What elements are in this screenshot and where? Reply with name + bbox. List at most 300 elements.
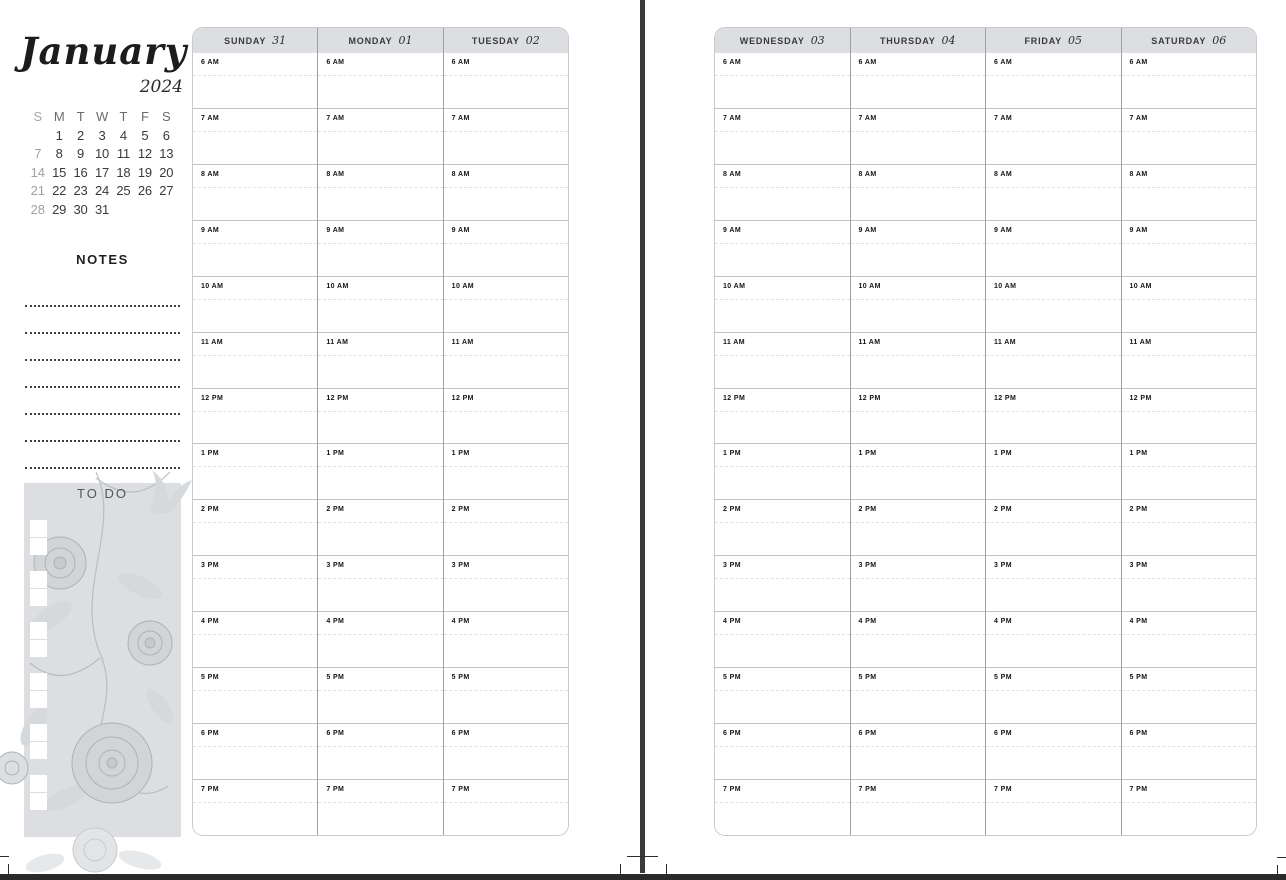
- day-name-label: TUESDAY: [471, 35, 520, 46]
- hour-cell-sunday-5-pm[interactable]: [193, 668, 317, 724]
- time-label: 1 PM: [201, 450, 219, 458]
- hour-cell-thursday-12-pm[interactable]: [851, 389, 986, 445]
- time-label: 6 AM: [1129, 59, 1148, 66]
- time-label: 2 PM: [723, 506, 741, 514]
- time-label: 6 PM: [326, 730, 345, 738]
- mini-cal-empty: [134, 202, 155, 221]
- time-label: 10 AM: [326, 282, 349, 290]
- crop-mark: [627, 856, 658, 857]
- mini-cal-date: 13: [159, 146, 174, 162]
- day-column-saturday: [1121, 28, 1257, 835]
- hour-cell-thursday-7-am[interactable]: [851, 109, 986, 165]
- time-label: 6 PM: [723, 730, 741, 738]
- time-label: 8 AM: [326, 170, 345, 178]
- hour-cell-wednesday-9-am[interactable]: [715, 221, 850, 277]
- mini-cal-weekday: M: [53, 109, 65, 124]
- hour-cell-tuesday-11-am[interactable]: [444, 333, 568, 389]
- day-header-thursday: [851, 28, 986, 53]
- hour-cell-sunday-12-pm[interactable]: [193, 389, 317, 445]
- page-bottom-edge: [0, 874, 1286, 880]
- time-label: 8 AM: [451, 170, 470, 178]
- mini-month-calendar: [27, 109, 177, 221]
- time-label: 5 PM: [201, 674, 219, 682]
- mini-cal-date: 24: [94, 183, 110, 199]
- time-label: 8 AM: [201, 170, 220, 178]
- time-label: 7 AM: [1129, 114, 1148, 122]
- hour-cell-sunday-7-pm[interactable]: [193, 780, 317, 835]
- hour-cell-sunday-9-am[interactable]: [193, 221, 317, 277]
- mini-cal-date: 17: [94, 164, 110, 180]
- time-label: 5 PM: [994, 674, 1012, 682]
- hour-cell-tuesday-7-pm[interactable]: [444, 780, 568, 835]
- hour-cell-tuesday-6-pm[interactable]: [444, 724, 568, 780]
- day-column-tuesday: [443, 28, 568, 835]
- time-label: 7 PM: [723, 785, 741, 793]
- time-label: 2 PM: [994, 506, 1012, 514]
- time-label: 7 PM: [326, 785, 345, 793]
- hour-cell-wednesday-12-pm[interactable]: [715, 389, 850, 445]
- hour-cell-wednesday-7-pm[interactable]: [715, 780, 850, 835]
- time-label: 11 AM: [723, 338, 745, 346]
- time-label: 1 PM: [326, 450, 345, 458]
- time-label: 10 AM: [1129, 282, 1152, 290]
- time-label: 8 AM: [858, 170, 877, 178]
- time-label: 5 PM: [723, 674, 741, 682]
- time-label: 1 PM: [451, 450, 470, 458]
- time-label: 9 AM: [858, 226, 877, 234]
- time-label: 1 PM: [723, 450, 741, 458]
- hour-cell-sunday-6-pm[interactable]: [193, 724, 317, 780]
- hour-cell-monday-4-pm[interactable]: [318, 612, 442, 668]
- time-label: 7 AM: [451, 114, 470, 122]
- hour-cell-saturday-12-pm[interactable]: [1122, 389, 1257, 445]
- time-label: 7 PM: [858, 785, 877, 793]
- mini-cal-date: 20: [159, 164, 174, 180]
- time-label: 3 PM: [451, 562, 470, 570]
- time-label: 6 AM: [201, 59, 220, 66]
- time-label: 8 AM: [723, 170, 742, 178]
- time-label: 6 AM: [723, 59, 742, 66]
- mini-cal-empty: [27, 128, 48, 147]
- todo-checkbox[interactable]: [30, 589, 47, 606]
- todo-checkbox[interactable]: [30, 742, 47, 759]
- time-label: 7 AM: [201, 114, 220, 122]
- mini-cal-date: 9: [77, 146, 85, 162]
- time-label: 2 PM: [451, 506, 470, 514]
- hour-cell-friday-8-am[interactable]: [986, 165, 1121, 221]
- hour-cell-monday-9-am[interactable]: [318, 221, 442, 277]
- day-column-sunday: [193, 28, 317, 835]
- mini-cal-date: 30: [73, 201, 88, 217]
- time-label: 4 PM: [1129, 618, 1148, 626]
- hour-cell-wednesday-3-pm[interactable]: [715, 556, 850, 612]
- crop-mark: [1277, 865, 1278, 878]
- time-label: 6 PM: [858, 730, 877, 738]
- hour-cell-saturday-8-am[interactable]: [1122, 165, 1257, 221]
- time-label: 1 PM: [994, 450, 1012, 458]
- todo-checkbox[interactable]: [30, 538, 47, 555]
- hour-cell-friday-2-pm[interactable]: [986, 500, 1121, 556]
- mini-cal-date: 4: [119, 127, 127, 143]
- hour-cell-tuesday-9-am[interactable]: [444, 221, 568, 277]
- day-column-monday: [317, 28, 442, 835]
- hour-cell-friday-1-pm[interactable]: [986, 444, 1121, 500]
- time-label: 11 AM: [451, 338, 474, 346]
- notes-line[interactable]: [25, 415, 180, 442]
- day-name-label: WEDNESDAY: [739, 35, 805, 46]
- hour-cell-friday-6-am[interactable]: [986, 53, 1121, 109]
- hour-cell-friday-9-am[interactable]: [986, 221, 1121, 277]
- hour-cell-tuesday-2-pm[interactable]: [444, 500, 568, 556]
- day-number-label: 02: [525, 34, 540, 47]
- time-label: 6 AM: [858, 59, 877, 66]
- mini-cal-empty: [156, 202, 177, 221]
- notes-line[interactable]: [25, 361, 180, 388]
- crop-mark: [1277, 857, 1286, 858]
- time-label: 9 AM: [201, 226, 220, 234]
- time-label: 4 PM: [723, 618, 741, 626]
- hour-cell-wednesday-2-pm[interactable]: [715, 500, 850, 556]
- hour-cell-monday-6-pm[interactable]: [318, 724, 442, 780]
- hour-cell-saturday-2-pm[interactable]: [1122, 500, 1257, 556]
- mini-cal-date: 16: [73, 164, 88, 180]
- day-header-wednesday: [715, 28, 850, 53]
- mini-cal-date: 28: [30, 201, 45, 217]
- hour-cell-saturday-1-pm[interactable]: [1122, 444, 1257, 500]
- time-label: 11 AM: [994, 338, 1016, 346]
- hour-cell-sunday-8-am[interactable]: [193, 165, 317, 221]
- hour-cell-tuesday-12-pm[interactable]: [444, 389, 568, 445]
- time-label: 2 PM: [201, 506, 219, 514]
- hour-cell-wednesday-11-am[interactable]: [715, 333, 850, 389]
- mini-cal-date: 31: [94, 201, 110, 217]
- time-label: 12 PM: [1129, 394, 1152, 402]
- year-label: 2024: [139, 77, 183, 97]
- hour-cell-thursday-10-am[interactable]: [851, 277, 986, 333]
- hour-cell-monday-2-pm[interactable]: [318, 500, 442, 556]
- hour-cell-sunday-4-pm[interactable]: [193, 612, 317, 668]
- hour-cell-friday-4-pm[interactable]: [986, 612, 1121, 668]
- hour-cell-friday-7-pm[interactable]: [986, 780, 1121, 835]
- mini-cal-weekday: T: [76, 109, 85, 124]
- time-label: 3 PM: [858, 562, 877, 570]
- time-label: 2 PM: [858, 506, 877, 514]
- crop-mark: [0, 856, 9, 857]
- time-label: 6 AM: [326, 59, 345, 66]
- crop-mark: [666, 864, 667, 878]
- hour-cell-saturday-11-am[interactable]: [1122, 333, 1257, 389]
- mini-cal-date: 10: [94, 146, 110, 162]
- hour-cell-saturday-10-am[interactable]: [1122, 277, 1257, 333]
- hour-cell-friday-7-am[interactable]: [986, 109, 1121, 165]
- mini-cal-weekday: T: [119, 109, 128, 124]
- month-title: January: [20, 29, 188, 73]
- time-label: 6 PM: [994, 730, 1012, 738]
- mini-cal-date: 6: [162, 127, 170, 143]
- todo-checkbox[interactable]: [30, 775, 47, 792]
- hour-cell-wednesday-10-am[interactable]: [715, 277, 850, 333]
- time-label: 10 AM: [201, 282, 224, 290]
- hour-cell-thursday-6-pm[interactable]: [851, 724, 986, 780]
- hour-cell-tuesday-4-pm[interactable]: [444, 612, 568, 668]
- time-label: 11 AM: [326, 338, 349, 346]
- mini-cal-date: 21: [30, 183, 45, 199]
- todo-box: [24, 483, 181, 837]
- hour-cell-tuesday-5-pm[interactable]: [444, 668, 568, 724]
- time-label: 12 PM: [451, 394, 474, 402]
- todo-checkbox[interactable]: [30, 520, 47, 537]
- mini-cal-date: 5: [141, 127, 149, 143]
- hour-cell-wednesday-7-am[interactable]: [715, 109, 850, 165]
- mini-cal-empty: [113, 202, 134, 221]
- hour-cell-wednesday-5-pm[interactable]: [715, 668, 850, 724]
- time-label: 4 PM: [858, 618, 877, 626]
- time-label: 8 AM: [1129, 170, 1148, 178]
- time-label: 6 PM: [201, 730, 219, 738]
- crop-mark: [8, 864, 9, 878]
- hour-cell-sunday-10-am[interactable]: [193, 277, 317, 333]
- time-label: 9 AM: [994, 226, 1013, 234]
- todo-checkbox[interactable]: [30, 724, 47, 741]
- hour-cell-saturday-7-am[interactable]: [1122, 109, 1257, 165]
- hour-cell-monday-5-pm[interactable]: [318, 668, 442, 724]
- time-label: 12 PM: [326, 394, 349, 402]
- day-header-tuesday: [444, 28, 568, 53]
- hour-cell-monday-1-pm[interactable]: [318, 444, 442, 500]
- day-number-label: 03: [810, 34, 825, 47]
- hour-cell-wednesday-6-pm[interactable]: [715, 724, 850, 780]
- time-label: 7 AM: [858, 114, 877, 122]
- hour-cell-monday-10-am[interactable]: [318, 277, 442, 333]
- hour-cell-wednesday-6-am[interactable]: [715, 53, 850, 109]
- notes-line[interactable]: [25, 334, 180, 361]
- hour-cell-tuesday-1-pm[interactable]: [444, 444, 568, 500]
- time-label: 9 AM: [326, 226, 345, 234]
- day-name-label: SUNDAY: [224, 35, 267, 46]
- time-label: 11 AM: [858, 338, 881, 346]
- crop-mark: [620, 864, 621, 878]
- hour-cell-saturday-6-am[interactable]: [1122, 53, 1257, 109]
- mini-cal-weekday: S: [33, 109, 42, 124]
- hour-cell-thursday-5-pm[interactable]: [851, 668, 986, 724]
- hour-cell-monday-6-am[interactable]: [318, 53, 442, 109]
- hour-cell-thursday-2-pm[interactable]: [851, 500, 986, 556]
- day-header-monday: [318, 28, 442, 53]
- hour-cell-sunday-7-am[interactable]: [193, 109, 317, 165]
- hour-cell-tuesday-3-pm[interactable]: [444, 556, 568, 612]
- time-label: 11 AM: [1129, 338, 1152, 346]
- notes-line[interactable]: [25, 280, 180, 307]
- mini-cal-weekday: W: [95, 109, 109, 124]
- day-name-label: MONDAY: [348, 35, 393, 46]
- time-label: 9 AM: [451, 226, 470, 234]
- mini-cal-date: 26: [137, 183, 152, 199]
- hour-cell-monday-11-am[interactable]: [318, 333, 442, 389]
- time-label: 7 AM: [326, 114, 345, 122]
- hour-cell-friday-12-pm[interactable]: [986, 389, 1121, 445]
- hour-cell-thursday-8-am[interactable]: [851, 165, 986, 221]
- time-label: 8 AM: [994, 170, 1013, 178]
- mini-cal-date: 18: [116, 164, 131, 180]
- time-label: 9 AM: [1129, 226, 1148, 234]
- hour-cell-thursday-9-am[interactable]: [851, 221, 986, 277]
- time-label: 3 PM: [723, 562, 741, 570]
- day-number-label: 04: [941, 34, 956, 47]
- hour-cell-thursday-11-am[interactable]: [851, 333, 986, 389]
- day-number-label: 05: [1067, 34, 1082, 47]
- hour-cell-saturday-5-pm[interactable]: [1122, 668, 1257, 724]
- mini-cal-date: 2: [77, 127, 85, 143]
- mini-cal-date: 25: [116, 183, 131, 199]
- time-label: 12 PM: [858, 394, 881, 402]
- mini-cal-date: 11: [116, 146, 130, 162]
- day-name-label: SATURDAY: [1151, 35, 1207, 46]
- time-label: 6 PM: [451, 730, 470, 738]
- time-label: 5 PM: [451, 674, 470, 682]
- day-header-saturday: [1122, 28, 1257, 53]
- time-label: 10 AM: [858, 282, 881, 290]
- hour-cell-thursday-7-pm[interactable]: [851, 780, 986, 835]
- time-label: 9 AM: [723, 226, 742, 234]
- hour-cell-tuesday-6-am[interactable]: [444, 53, 568, 109]
- mini-cal-date: 14: [30, 164, 45, 180]
- todo-checkbox[interactable]: [30, 673, 47, 690]
- hour-cell-friday-11-am[interactable]: [986, 333, 1121, 389]
- mini-cal-date: 15: [52, 164, 67, 180]
- notes-lines: [25, 280, 180, 469]
- time-label: 6 PM: [1129, 730, 1148, 738]
- hour-cell-thursday-4-pm[interactable]: [851, 612, 986, 668]
- day-column-thursday: [850, 28, 986, 835]
- hour-cell-wednesday-1-pm[interactable]: [715, 444, 850, 500]
- time-label: 10 AM: [723, 282, 746, 290]
- hour-cell-monday-7-am[interactable]: [318, 109, 442, 165]
- mini-cal-date: 19: [137, 164, 152, 180]
- hour-cell-thursday-3-pm[interactable]: [851, 556, 986, 612]
- time-label: 12 PM: [994, 394, 1017, 402]
- hour-cell-tuesday-7-am[interactable]: [444, 109, 568, 165]
- hour-cell-sunday-6-am[interactable]: [193, 53, 317, 109]
- todo-checkbox-list: [30, 520, 47, 826]
- hour-cell-saturday-7-pm[interactable]: [1122, 780, 1257, 835]
- mini-cal-date: 23: [73, 183, 88, 199]
- notes-line[interactable]: [25, 442, 180, 469]
- time-label: 1 PM: [1129, 450, 1148, 458]
- mini-cal-date: 22: [52, 183, 67, 199]
- time-label: 3 PM: [1129, 562, 1148, 570]
- time-label: 3 PM: [201, 562, 219, 570]
- mini-cal-date: 3: [98, 127, 106, 143]
- time-label: 12 PM: [201, 394, 224, 402]
- notes-heading: NOTES: [76, 252, 129, 267]
- todo-checkbox[interactable]: [30, 622, 47, 639]
- hour-cell-tuesday-10-am[interactable]: [444, 277, 568, 333]
- mini-cal-weekday: S: [162, 109, 171, 124]
- time-label: 12 PM: [723, 394, 746, 402]
- time-label: 4 PM: [994, 618, 1012, 626]
- time-label: 1 PM: [858, 450, 877, 458]
- week-grid-left-page: [192, 27, 569, 836]
- week-grid-right-page: [714, 27, 1257, 836]
- time-label: 7 PM: [451, 785, 470, 793]
- hour-cell-saturday-3-pm[interactable]: [1122, 556, 1257, 612]
- time-label: 5 PM: [326, 674, 345, 682]
- time-label: 7 PM: [201, 785, 219, 793]
- mini-cal-date: 27: [159, 183, 174, 199]
- time-label: 6 AM: [994, 59, 1013, 66]
- notes-line[interactable]: [25, 307, 180, 334]
- day-column-wednesday: [715, 28, 850, 835]
- time-label: 7 AM: [994, 114, 1013, 122]
- todo-heading: TO DO: [77, 486, 128, 501]
- time-label: 5 PM: [858, 674, 877, 682]
- time-label: 4 PM: [201, 618, 219, 626]
- day-column-friday: [985, 28, 1121, 835]
- hour-cell-sunday-11-am[interactable]: [193, 333, 317, 389]
- time-label: 7 PM: [994, 785, 1012, 793]
- day-name-label: THURSDAY: [879, 35, 936, 46]
- hour-cell-sunday-3-pm[interactable]: [193, 556, 317, 612]
- hour-cell-tuesday-8-am[interactable]: [444, 165, 568, 221]
- todo-checkbox[interactable]: [30, 691, 47, 708]
- day-number-label: 31: [272, 34, 287, 47]
- todo-checkbox[interactable]: [30, 793, 47, 810]
- time-label: 2 PM: [1129, 506, 1148, 514]
- hour-cell-wednesday-8-am[interactable]: [715, 165, 850, 221]
- hour-cell-friday-10-am[interactable]: [986, 277, 1121, 333]
- hour-cell-friday-3-pm[interactable]: [986, 556, 1121, 612]
- todo-checkbox[interactable]: [30, 571, 47, 588]
- time-label: 3 PM: [994, 562, 1012, 570]
- hour-cell-wednesday-4-pm[interactable]: [715, 612, 850, 668]
- hour-cell-saturday-9-am[interactable]: [1122, 221, 1257, 277]
- time-label: 4 PM: [451, 618, 470, 626]
- time-label: 3 PM: [326, 562, 345, 570]
- day-number-label: 01: [398, 34, 413, 47]
- hour-cell-thursday-1-pm[interactable]: [851, 444, 986, 500]
- mini-cal-date: 12: [137, 146, 152, 162]
- hour-cell-friday-6-pm[interactable]: [986, 724, 1121, 780]
- day-name-label: FRIDAY: [1024, 35, 1062, 46]
- hour-cell-monday-3-pm[interactable]: [318, 556, 442, 612]
- hour-cell-saturday-6-pm[interactable]: [1122, 724, 1257, 780]
- time-label: 7 AM: [723, 114, 742, 122]
- hour-cell-thursday-6-am[interactable]: [851, 53, 986, 109]
- time-label: 11 AM: [201, 338, 223, 346]
- hour-cell-monday-7-pm[interactable]: [318, 780, 442, 835]
- day-header-friday: [986, 28, 1121, 53]
- day-header-sunday: [193, 28, 317, 53]
- mini-cal-weekday: F: [140, 109, 149, 124]
- day-number-label: 06: [1212, 34, 1227, 47]
- hour-cell-monday-12-pm[interactable]: [318, 389, 442, 445]
- hour-cell-monday-8-am[interactable]: [318, 165, 442, 221]
- mini-cal-date: 29: [52, 201, 67, 217]
- hour-cell-saturday-4-pm[interactable]: [1122, 612, 1257, 668]
- time-label: 6 AM: [451, 59, 470, 66]
- hour-cell-friday-5-pm[interactable]: [986, 668, 1121, 724]
- time-label: 10 AM: [994, 282, 1017, 290]
- time-label: 10 AM: [451, 282, 475, 290]
- time-label: 7 PM: [1129, 785, 1148, 793]
- time-label: 4 PM: [326, 618, 345, 626]
- hour-cell-sunday-1-pm[interactable]: [193, 444, 317, 500]
- todo-checkbox[interactable]: [30, 640, 47, 657]
- hour-cell-sunday-2-pm[interactable]: [193, 500, 317, 556]
- mini-cal-date: 8: [55, 146, 63, 162]
- notes-line[interactable]: [25, 388, 180, 415]
- time-label: 2 PM: [326, 506, 345, 514]
